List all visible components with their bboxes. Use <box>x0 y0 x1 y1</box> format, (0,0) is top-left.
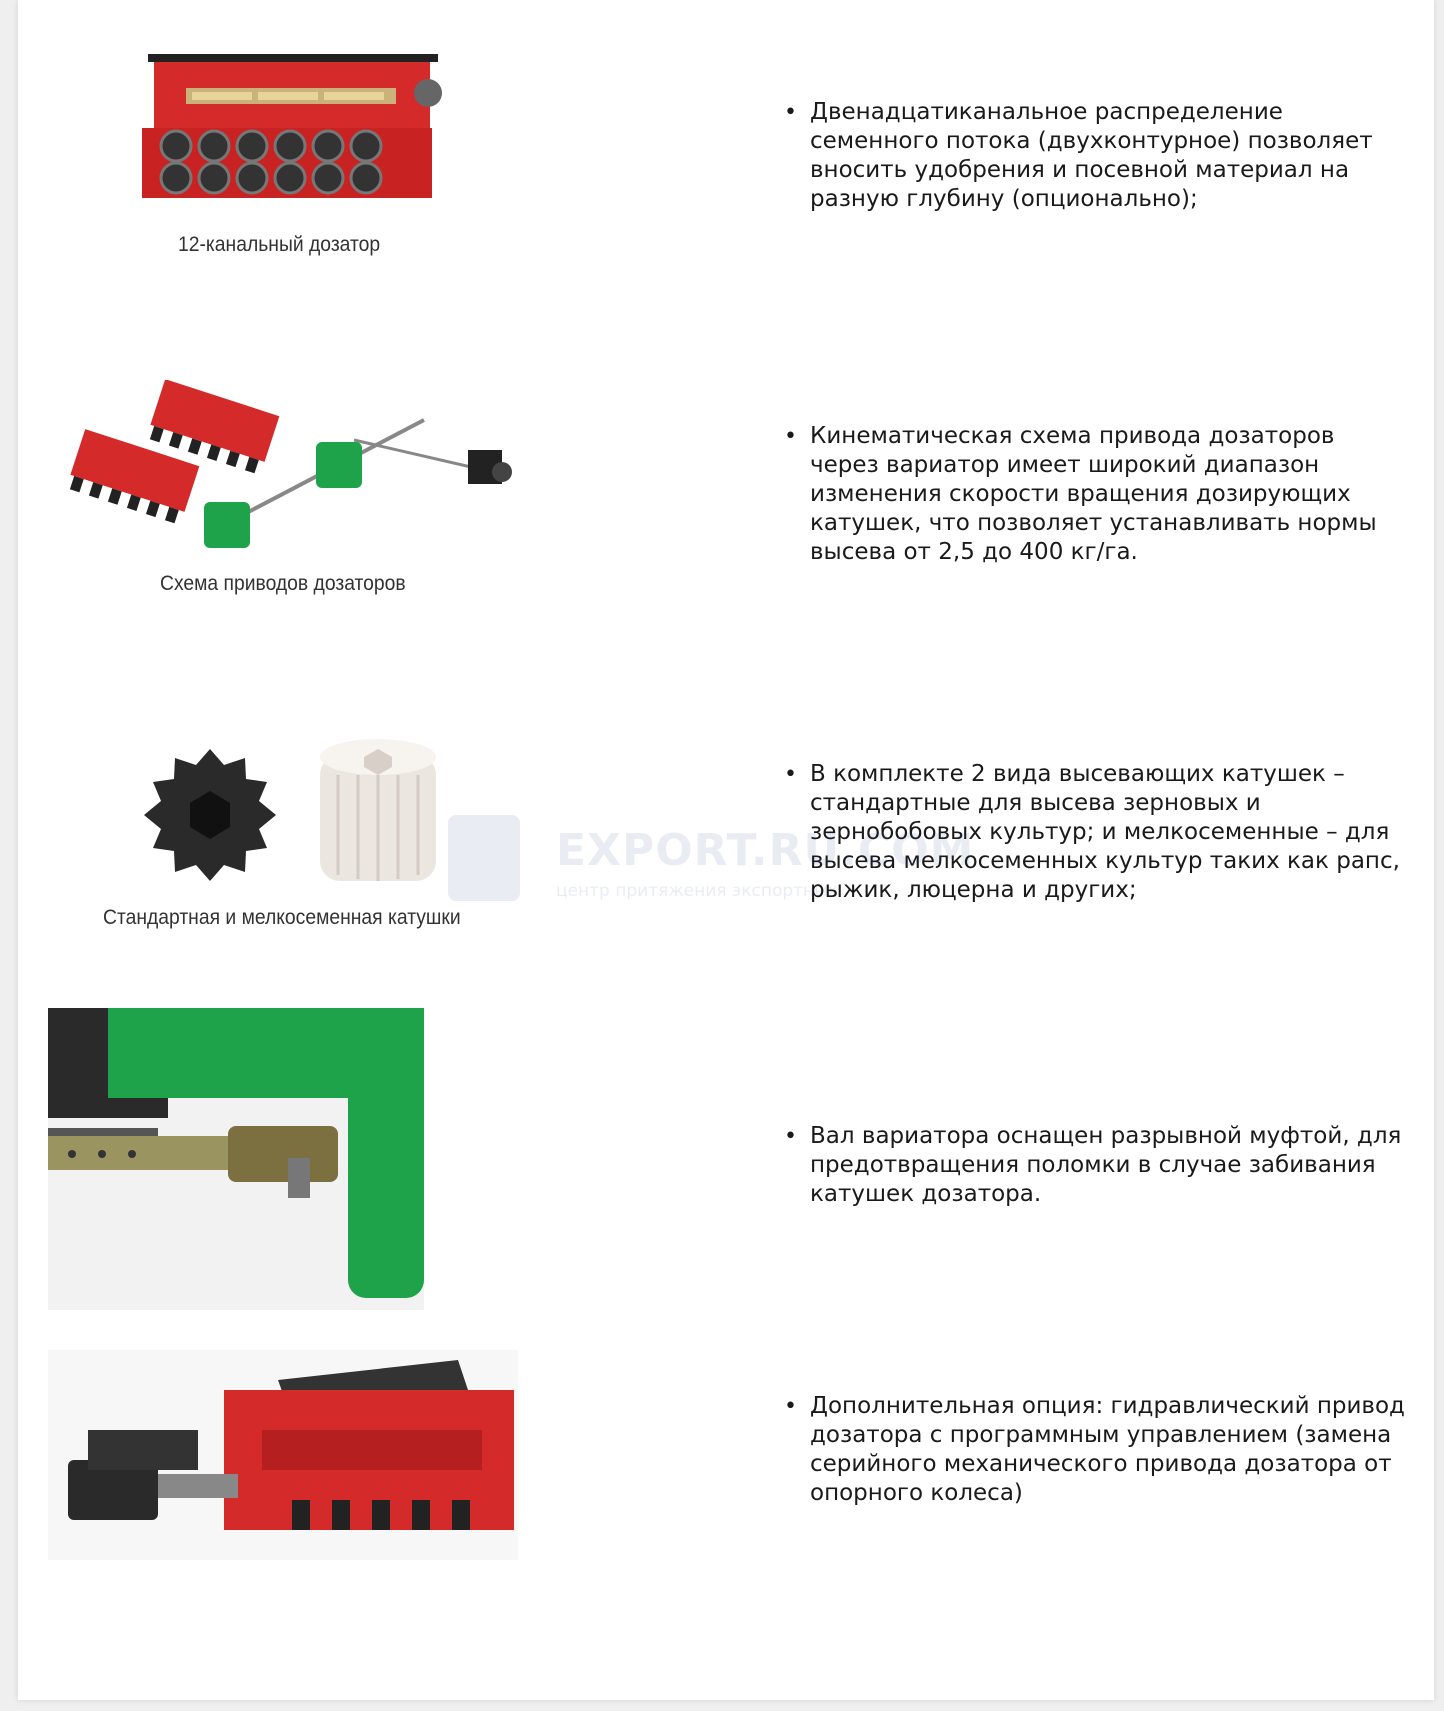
feature-text-1: • Двенадцатиканальное распределение семенного потока (двухконтурное) позволяет вносить удобрения и посевной материал на разную глубину (опционально); <box>810 98 1410 214</box>
seed-coils-caption: Стандартная и мелкосеменная катушки <box>103 906 461 929</box>
doser-12-channel-caption: 12-канальный дозатор <box>178 233 381 256</box>
feature-text-5: • Дополнительная опция: гидравлический привод дозатора с программным управлением (замена серийного механического привода дозатора от опорного колеса) <box>810 1392 1410 1508</box>
watermark-logo-text: EXPORT.RU.COM <box>556 825 975 876</box>
feature-text-3: • В комплекте 2 вида высевающих катушек – стандартные для высева зерновых и зернобобовых культур; и мелкосеменные – для высева мелкосеменных культур таких как рапс, рыжик, люцерна и других; <box>810 760 1410 905</box>
seed-coils-image <box>128 725 458 895</box>
doser-12-channel-image <box>128 48 448 218</box>
variator-shaft-image <box>48 1008 424 1310</box>
drive-scheme-image <box>54 380 514 560</box>
hydraulic-drive-image <box>48 1350 518 1560</box>
feature-text-2: • Кинематическая схема привода дозаторов через вариатор имеет широкий диапазон изменения скорости вращения дозирующих катушек, что позволяет устанавливать нормы высева от 2,5 до 400 кг/га. <box>810 422 1410 567</box>
watermark-tagline: центр притяжения экспортных <box>556 881 838 901</box>
drive-scheme-caption: Схема приводов дозаторов <box>160 572 406 595</box>
feature-text-4: • Вал вариатора оснащен разрывной муфтой, для предотвращения поломки в случае забивания катушек дозатора. <box>810 1122 1410 1209</box>
page <box>18 0 1434 1700</box>
